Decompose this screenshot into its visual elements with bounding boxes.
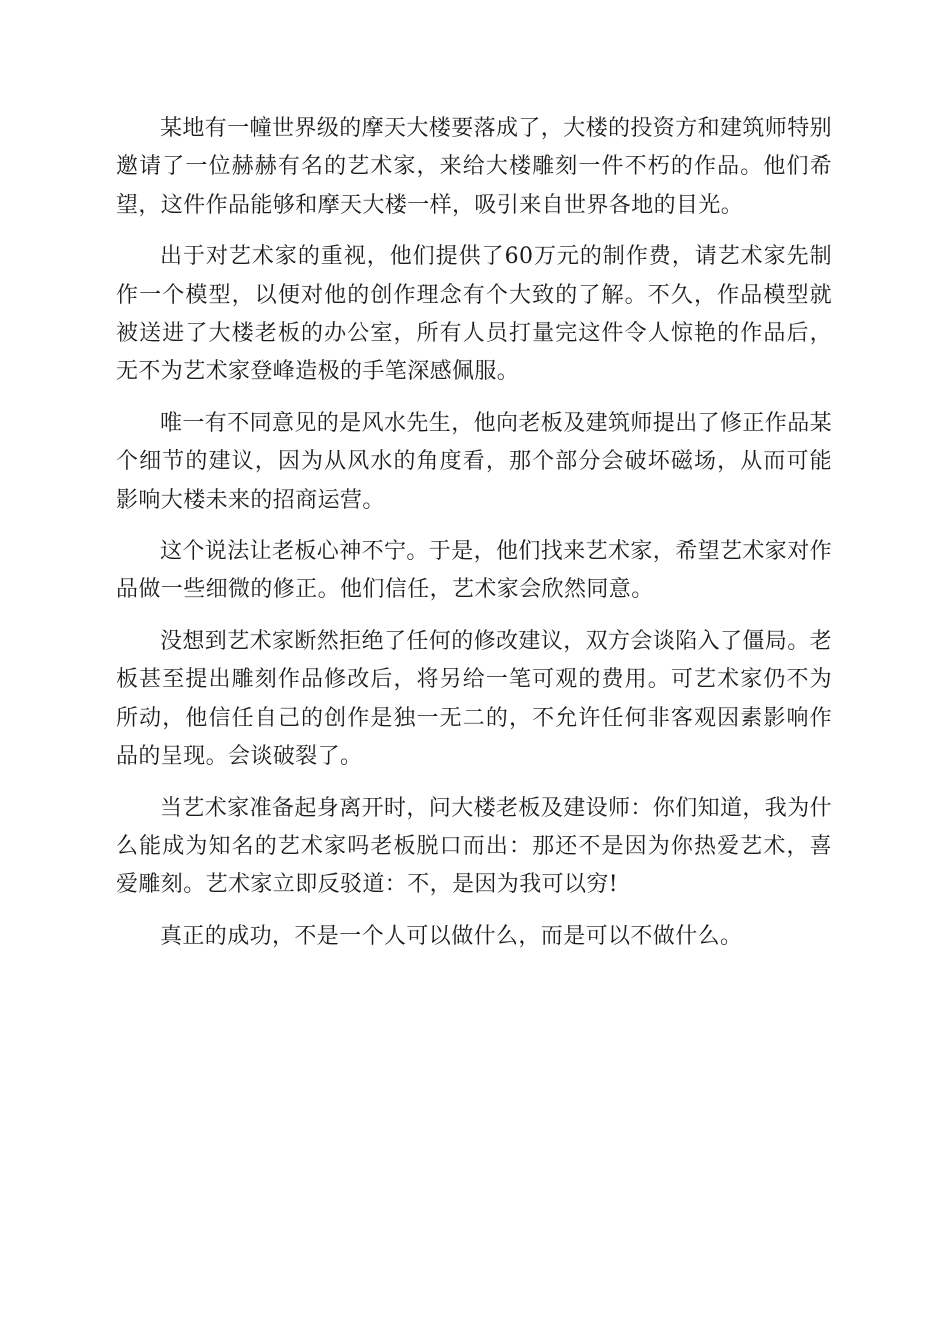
document-body	[116, 110, 832, 969]
paragraph-1: 某地有一幢世界级的摩天大楼要落成了，大楼的投资方和建筑师特别邀请了一位赫赫有名的艺术家，来给大楼雕刻一件不朽的作品。他们希望，这件作品能够和摩天大楼一样，吸引来自世界各地的目光。	[116, 116, 833, 218]
paragraph-6: 当艺术家准备起身离开时，问大楼老板及建设师：你们知道，我为什么能成为知名的艺术家吗老板脱口而出：那还不是因为你热爱艺术，喜爱雕刻。艺术家立即反驳道：不，是因为我可以穷!	[116, 795, 833, 898]
paragraph-7: 真正的成功，不是一个人可以做什么，而是可以不做什么。	[160, 923, 743, 949]
paragraph-3: 唯一有不同意见的是风水先生，他向老板及建筑师提出了修正作品某个细节的建议，因为从风水的角度看，那个部分会破坏磁场，从而可能影响大楼未来的招商运营。	[116, 410, 833, 513]
paragraph-2: 出于对艺术家的重视，他们提供了60万元的制作费，请艺术家先制作一个模型，以便对他的创作理念有个大致的了解。不久，作品模型就被送进了大楼老板的办公室，所有人员打量完这件令人惊艳的作品后，无不为艺术家登峰造极的手笔深感佩服。	[116, 244, 832, 385]
paragraph-4: 这个说法让老板心神不宁。于是，他们找来艺术家，希望艺术家对作品做一些细微的修正。他们信任，艺术家会欣然同意。	[116, 539, 833, 603]
paragraph-5: 没想到艺术家断然拒绝了任何的修改建议，双方会谈陷入了僵局。老板甚至提出雕刻作品修改后，将另给一笔可观的费用。可艺术家仍不为所动，他信任自己的创作是独一无二的，不允许任何非客观因素影响作品的呈现。会谈破裂了。	[116, 628, 833, 770]
